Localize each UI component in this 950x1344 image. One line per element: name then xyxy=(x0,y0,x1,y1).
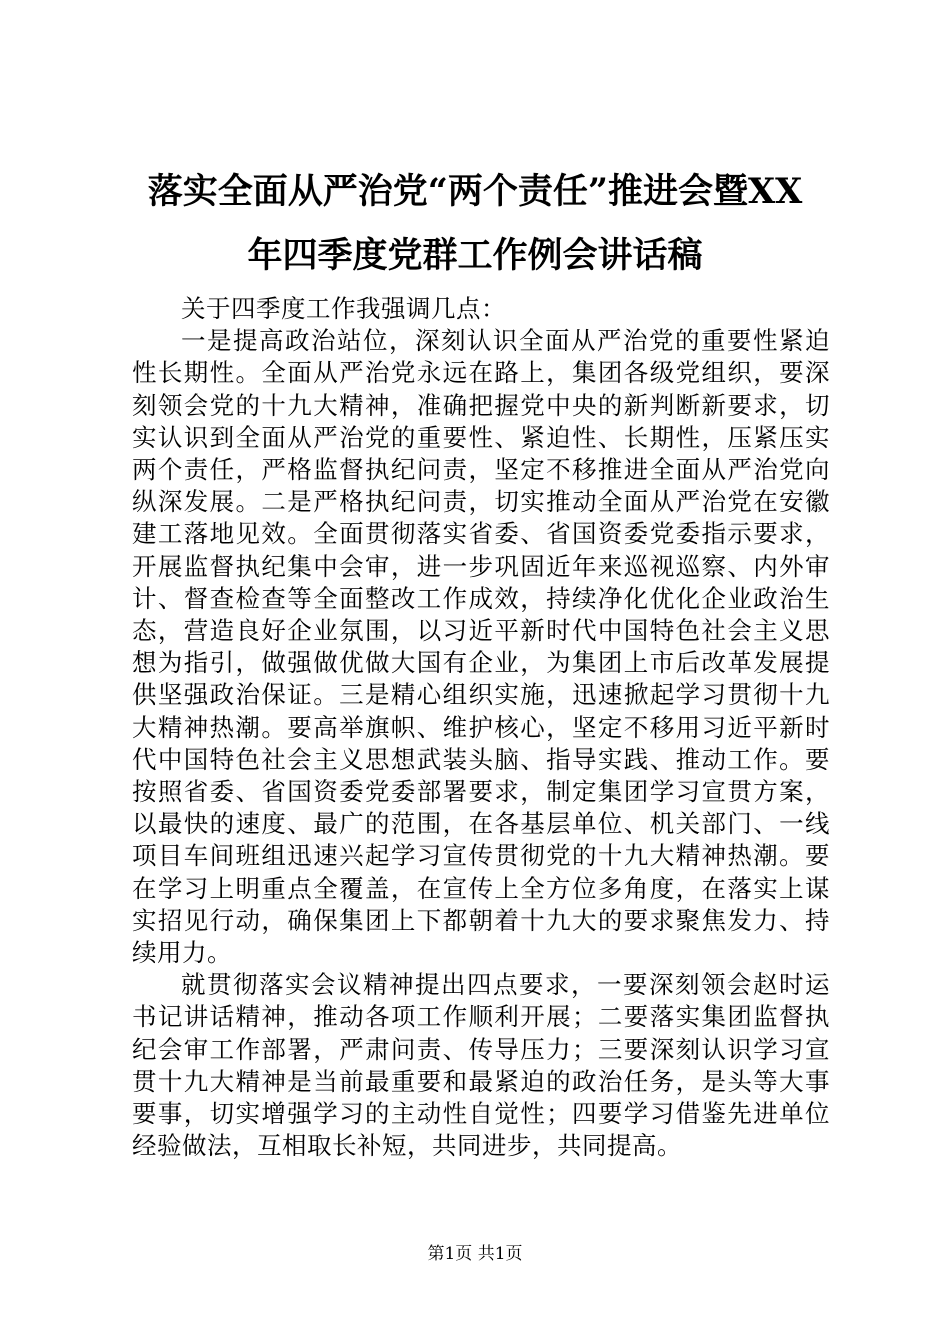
paragraph-requirements: 就贯彻落实会议精神提出四点要求，一要深刻领会赵时运书记讲话精神，推动各项工作顺利开展；二要落实集团监督执纪会审工作部署，严肃问责、传导压力；三要深刻认识学习宣贯十九大精神是当前最重要和最紧迫的政治任务，是头等大事要事，切实增强学习的主动性自觉性；四要学习借鉴先进单位经验做法，互相取长补短，共同进步，共同提高。 xyxy=(132,970,830,1161)
document-title xyxy=(120,160,830,288)
paragraph-main: 一是提高政治站位，深刻认识全面从严治党的重要性紧迫性长期性。全面从严治党永远在路上，集团各级党组织，要深刻领会党的十九大精神，准确把握党中央的新判断新要求，切实认识到全面从严治党的重要性、紧迫性、长期性，压紧压实两个责任，严格监督执纪问责，坚定不移推进全面从严治党向纵深发展。二是严格执纪问责，切实推动全面从严治党在安徽建工落地见效。全面贯彻落实省委、省国资委党委指示要求，开展监督执纪集中会审，进一步巩固近年来巡视巡察、内外审计、督查检查等全面整改工作成效，持续净化优化企业政治生态，营造良好企业氛围，以习近平新时代中国特色社会主义思想为指引，做强做优做大国有企业，为集团上市后改革发展提供坚强政治保证。三是精心组织实施，迅速掀起学习贯彻十九大精神热潮。要高举旗帜、维护核心，坚定不移用习近平新时代中国特色社会主义思想武装头脑、指导实践、推动工作。要按照省委、省国资委党委部署要求，制定集团学习宣贯方案，以最快的速度、最广的范围，在各基层单位、机关部门、一线项目车间班组迅速兴起学习宣传贯彻党的十九大精神热潮。要在学习上明重点全覆盖，在宣传上全方位多角度，在落实上谋实招见行动，确保集团上下都朝着十九大的要求聚焦发力、持续用力。 xyxy=(132,326,830,968)
page-footer: 第1页 共1页 xyxy=(427,1244,523,1264)
paragraph-intro: 关于四季度工作我强调几点： xyxy=(181,294,506,323)
document-body xyxy=(132,293,830,1162)
title-line-2: 年四季度党群工作例会讲话稿 xyxy=(247,235,703,276)
title-line-1: 落实全面从严治党“两个责任”推进会暨XX xyxy=(147,171,803,212)
